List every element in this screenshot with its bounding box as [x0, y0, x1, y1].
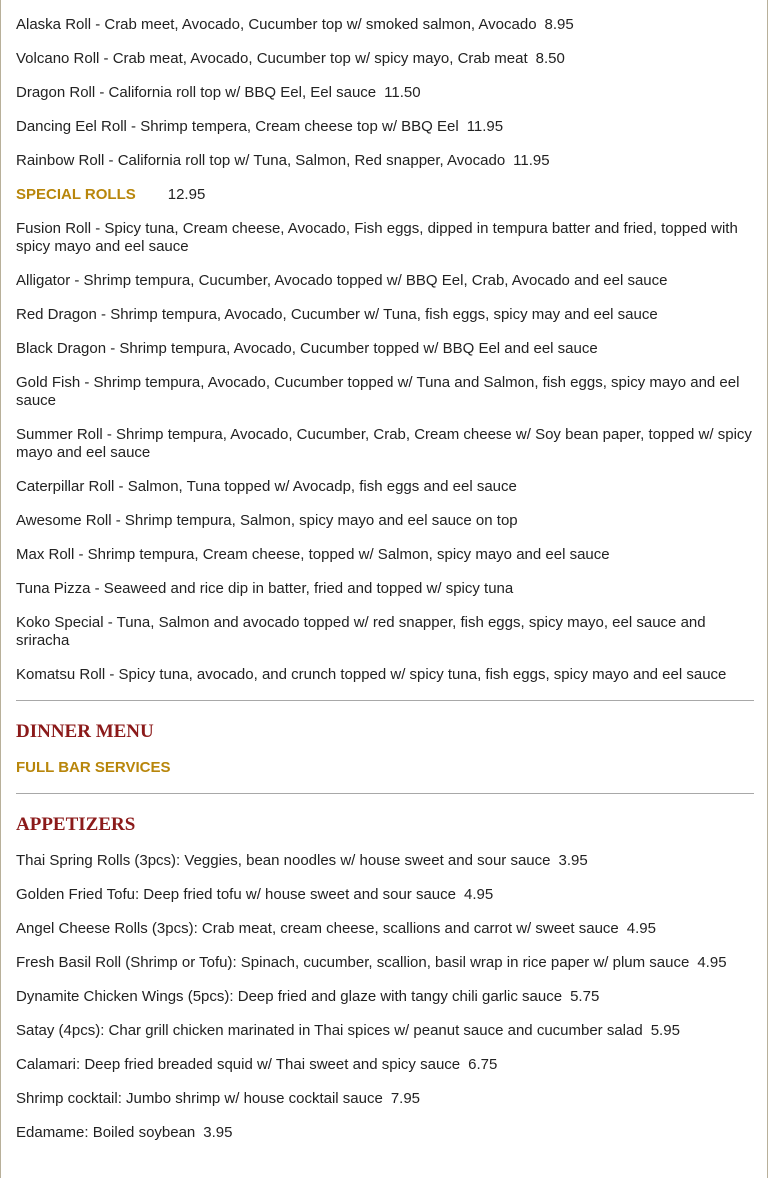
roll-item	[16, 16, 754, 34]
special-roll-item: Caterpillar Roll - Salmon, Tuna topped w/ Avocadp, fish eggs and eel sauce	[16, 478, 517, 495]
appetizer-text: Edamame: Boiled soybean	[16, 1124, 196, 1141]
special-rolls-price: 12.95	[167, 186, 206, 203]
roll-price: 11.95	[466, 118, 504, 135]
appetizer-item	[16, 886, 754, 904]
special-roll-item: Max Roll - Shrimp tempura, Cream cheese, topped w/ Salmon, spicy mayo and eel sauce	[16, 546, 610, 563]
appetizer-price: 5.75	[570, 988, 600, 1005]
special-roll-item: Fusion Roll - Spicy tuna, Cream cheese, Avocado, Fish eggs, dipped in tempura batter and fried, topped with spicy mayo and eel sauce	[16, 220, 738, 255]
special-roll-item: Alligator - Shrimp tempura, Cucumber, Avocado topped w/ BBQ Eel, Crab, Avocado and eel sauce	[16, 272, 668, 289]
appetizer-text: Golden Fried Tofu: Deep fried tofu w/ house sweet and sour sauce	[16, 886, 456, 903]
appetizer-item	[16, 852, 754, 870]
roll-item	[16, 50, 754, 68]
appetizer-price: 3.95	[558, 852, 588, 869]
menu-content	[16, 0, 754, 1158]
special-roll-item: Gold Fish - Shrimp tempura, Avocado, Cucumber topped w/ Tuna and Salmon, fish eggs, spicy mayo and eel sauce	[16, 374, 740, 409]
full-bar-services-link[interactable]: FULL BAR SERVICES	[16, 759, 171, 776]
appetizer-item	[16, 1124, 754, 1142]
special-roll-item: Awesome Roll - Shrimp tempura, Salmon, spicy mayo and eel sauce on top	[16, 512, 518, 529]
appetizer-text: Angel Cheese Rolls (3pcs): Crab meat, cream cheese, scallions and carrot w/ sweet sauce	[16, 920, 619, 937]
appetizer-text: Dynamite Chicken Wings (5pcs): Deep fried and glaze with tangy chili garlic sauce	[16, 988, 563, 1005]
section-divider	[16, 700, 754, 701]
appetizer-price: 4.95	[626, 920, 656, 937]
appetizer-text: Shrimp cocktail: Jumbo shrimp w/ house cocktail sauce	[16, 1090, 383, 1107]
roll-price: 8.95	[544, 16, 574, 33]
appetizer-text: Thai Spring Rolls (3pcs): Veggies, bean noodles w/ house sweet and sour sauce	[16, 852, 551, 869]
appetizer-text: Satay (4pcs): Char grill chicken marinated in Thai spices w/ peanut sauce and cucumber salad	[16, 1022, 643, 1039]
appetizer-item	[16, 920, 754, 938]
appetizer-item	[16, 1022, 754, 1040]
roll-item	[16, 84, 754, 102]
appetizer-price: 4.95	[463, 886, 494, 903]
roll-item	[16, 118, 754, 136]
appetizer-price: 4.95	[697, 954, 727, 971]
appetizer-price: 7.95	[390, 1090, 421, 1107]
special-roll-item: Koko Special - Tuna, Salmon and avocado topped w/ red snapper, fish eggs, spicy mayo, eel sauce and sriracha	[16, 614, 706, 649]
special-roll-item: Black Dragon - Shrimp tempura, Avocado, Cucumber topped w/ BBQ Eel and eel sauce	[16, 340, 598, 357]
roll-price: 8.50	[535, 50, 565, 67]
special-rolls-label: SPECIAL ROLLS	[16, 186, 136, 203]
roll-text: Alaska Roll - Crab meet, Avocado, Cucumber top w/ smoked salmon, Avocado	[16, 16, 537, 33]
appetizer-price: 5.95	[650, 1022, 680, 1039]
appetizer-text: Calamari: Deep fried breaded squid w/ Thai sweet and spicy sauce	[16, 1056, 461, 1073]
roll-text: Volcano Roll - Crab meat, Avocado, Cucumber top w/ spicy mayo, Crab meat	[16, 50, 528, 67]
section-divider	[16, 793, 754, 794]
appetizer-item	[16, 1090, 754, 1108]
dinner-menu-title: DINNER MENU	[16, 721, 154, 742]
roll-price: 11.50	[384, 84, 421, 101]
appetizer-price: 3.95	[203, 1124, 233, 1141]
appetizers-title: APPETIZERS	[16, 814, 136, 835]
special-rolls-heading	[16, 186, 754, 204]
appetizer-text: Fresh Basil Roll (Shrimp or Tofu): Spinach, cucumber, scallion, basil wrap in rice paper w/ plum sauce	[16, 954, 690, 971]
appetizer-price: 6.75	[468, 1056, 498, 1073]
roll-price: 11.95	[513, 152, 550, 169]
roll-item	[16, 152, 754, 170]
special-roll-item: Summer Roll - Shrimp tempura, Avocado, Cucumber, Crab, Cream cheese w/ Soy bean paper, topped w/ spicy mayo and eel sauce	[16, 426, 752, 461]
roll-text: Dancing Eel Roll - Shrimp tempera, Cream cheese top w/ BBQ Eel	[16, 118, 459, 135]
roll-text: Rainbow Roll - California roll top w/ Tuna, Salmon, Red snapper, Avocado	[16, 152, 506, 169]
special-roll-item: Komatsu Roll - Spicy tuna, avocado, and crunch topped w/ spicy tuna, fish eggs, spicy mayo and eel sauce	[16, 666, 727, 683]
appetizer-item	[16, 988, 754, 1006]
appetizer-item	[16, 1056, 754, 1074]
appetizer-item	[16, 954, 754, 972]
special-roll-item: Tuna Pizza - Seaweed and rice dip in batter, fried and topped w/ spicy tuna	[16, 580, 514, 597]
special-roll-item: Red Dragon - Shrimp tempura, Avocado, Cucumber w/ Tuna, fish eggs, spicy may and eel sauce	[16, 306, 658, 323]
roll-text: Dragon Roll - California roll top w/ BBQ Eel, Eel sauce	[16, 84, 377, 101]
